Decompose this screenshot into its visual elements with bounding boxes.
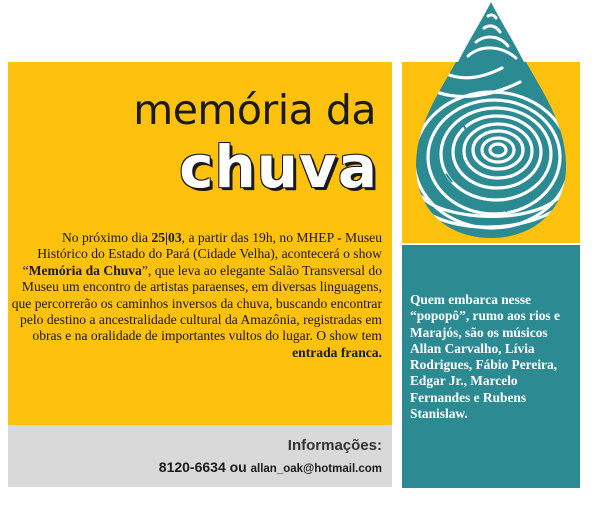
fingerprint-drop-icon: [402, 62, 580, 243]
event-date: 25|03: [151, 230, 182, 245]
main-panel: [8, 62, 392, 425]
info-title: Informações:: [287, 437, 382, 454]
desc-part-2: , a partir das 19h, no MHEP - Museu Histórico do Estado do Pará (Cidade Velha), acontecerá o show “: [22, 230, 382, 278]
email-address: allan_oak@hotmail.com: [250, 463, 382, 475]
free-entry: entrada franca.: [292, 344, 382, 360]
event-description: [10, 230, 382, 361]
show-name: Memória da Chuva: [28, 262, 142, 278]
drop-illustration-top: [402, 0, 580, 62]
musicians-panel: [402, 245, 580, 488]
desc-part-3: ”, que leva ao elegante Salão Transversal do Museu um encontro de artistas paraenses, em diversas linguagens, que percorrerão os caminhos inversos da chuva, buscando encontrar pelo destino a ancestralidade cultural da Amazônia, registradas em obras e na oralidade de importantes vultos do lugar. O show tem: [11, 262, 382, 344]
desc-part-1: No próximo dia: [61, 230, 152, 245]
drop-illustration-panel: [402, 62, 580, 243]
phone-number: 8120-6634: [158, 459, 226, 475]
info-bar: [8, 425, 392, 487]
musicians-text: Quem embarca nesse “popopô”, rumo aos rios e Marajós, são os músicos Allan Carvalho, Lívia Rodrigues, Fábio Pereira, Edgar Jr., Marcelo Fernandes e Rubens Stanislaw.: [410, 292, 560, 422]
or-label: ou: [229, 459, 247, 475]
title-line-chuva: chuva: [179, 133, 378, 201]
title-line-memoria: memória da: [133, 86, 376, 134]
info-contact: [159, 459, 382, 475]
